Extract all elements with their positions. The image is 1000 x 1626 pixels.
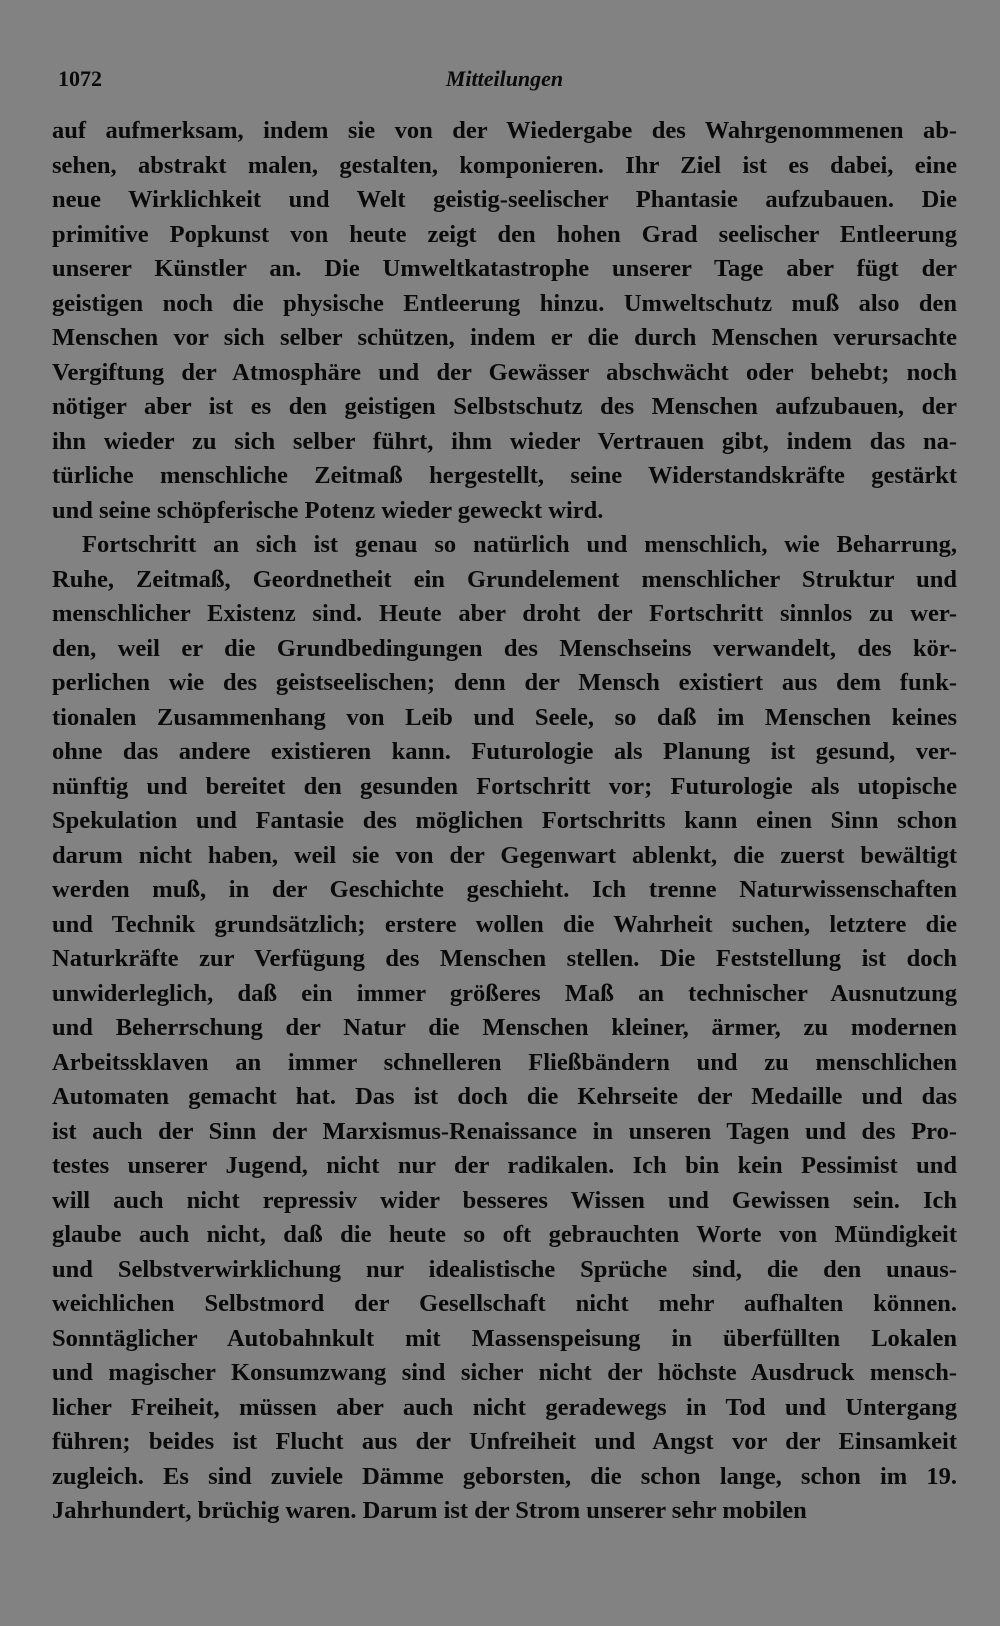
running-title: Mitteilungen — [445, 66, 564, 91]
running-head — [52, 60, 957, 100]
text-line: neue Wirklichkeit und Welt geistig-seelischer Phantasie aufzubauen. Die — [52, 186, 957, 213]
text-line: Menschen vor sich selber schützen, indem er die durch Menschen verursachte — [52, 324, 957, 351]
body-text — [52, 114, 957, 1529]
text-line: ohne das andere existieren kann. Futurologie als Planung ist gesund, ver- — [52, 738, 957, 765]
text-line: Fortschritt an sich ist genau so natürlich und menschlich, wie Beharrung, — [82, 531, 957, 558]
paragraph-1 — [52, 114, 957, 528]
text-line: tionalen Zusammenhang von Leib und Seele, so daß im Menschen keines — [52, 703, 957, 731]
text-line: auf aufmerksam, indem sie von der Wiedergabe des Wahrgenommenen ab- — [52, 117, 957, 144]
text-line: zugleich. Es sind zuviele Dämme geborsten, die schon lange, schon im 19. — [52, 1462, 957, 1490]
text-line: geistigen noch die physische Entleerung hinzu. Umweltschutz muß also den — [52, 289, 957, 317]
text-line: nötiger aber ist es den geistigen Selbstschutz des Menschen aufzubauen, der — [52, 393, 957, 420]
paragraph-2 — [52, 528, 957, 1529]
text-line: Vergiftung der Atmosphäre und der Gewässer abschwächt oder behebt; noch — [52, 358, 957, 386]
text-line: nünftig und bereitet den gesunden Fortschritt vor; Futurologie als utopische — [52, 772, 957, 800]
text-line: primitive Popkunst von heute zeigt den hohen Grad seelischer Entleerung — [52, 220, 957, 248]
text-line: perlichen wie des geistseelischen; denn der Mensch existiert aus dem funk- — [52, 669, 957, 696]
text-line: und Technik grundsätzlich; erstere wollen die Wahrheit suchen, letztere die — [52, 910, 957, 938]
text-line: testes unserer Jugend, nicht nur der radikalen. Ich bin kein Pessimist und — [52, 1152, 957, 1179]
text-line: licher Freiheit, müssen aber auch nicht geradewegs in Tod und Untergang — [52, 1393, 957, 1421]
text-line: menschlicher Existenz sind. Heute aber droht der Fortschritt sinnlos zu wer- — [52, 600, 957, 627]
text-line: darum nicht haben, weil sie von der Gegenwart ablenkt, die zuerst bewältigt — [52, 841, 957, 869]
text-line: ihn wieder zu sich selber führt, ihm wieder Vertrauen gibt, indem das na- — [52, 427, 957, 455]
text-line: will auch nicht repressiv wider besseres Wissen und Gewissen sein. Ich — [52, 1186, 957, 1214]
text-line: Arbeitssklaven an immer schnelleren Fließbändern und zu menschlichen — [52, 1048, 957, 1076]
text-line: und Beherrschung der Natur die Menschen kleiner, ärmer, zu modernen — [52, 1014, 957, 1041]
text-line: und Selbstverwirklichung nur idealistische Sprüche sind, die den unaus- — [52, 1255, 957, 1283]
text-line: unwiderleglich, daß ein immer größeres Maß an technischer Ausnutzung — [52, 979, 957, 1007]
document-page — [52, 60, 957, 1529]
text-line: weichlichen Selbstmord der Gesellschaft nicht mehr aufhalten können. — [52, 1290, 957, 1317]
text-line: türliche menschliche Zeitmaß hergestellt, seine Widerstandskräfte gestärkt — [52, 462, 957, 489]
page-number: 1072 — [58, 66, 102, 91]
text-line: den, weil er die Grundbedingungen des Menschseins verwandelt, des kör- — [52, 634, 957, 662]
text-line: ist auch der Sinn der Marxismus-Renaissance in unseren Tagen und des Pro- — [52, 1117, 957, 1145]
text-line: Naturkräfte zur Verfügung des Menschen stellen. Die Feststellung ist doch — [52, 945, 957, 972]
text-line: und seine schöpferische Potenz wieder geweckt wird. — [52, 496, 604, 524]
text-line: sehen, abstrakt malen, gestalten, komponieren. Ihr Ziel ist es dabei, eine — [52, 151, 957, 179]
text-line: Ruhe, Zeitmaß, Geordnetheit ein Grundelement menschlicher Struktur und — [52, 565, 957, 593]
text-line: Sonntäglicher Autobahnkult mit Massenspeisung in überfüllten Lokalen — [52, 1324, 957, 1352]
text-line: führen; beides ist Flucht aus der Unfreiheit und Angst vor der Einsamkeit — [52, 1428, 957, 1455]
text-line: werden muß, in der Geschichte geschieht. Ich trenne Naturwissenschaften — [52, 876, 957, 903]
text-line: Jahrhundert, brüchig waren. Darum ist der Strom unserer sehr mobilen — [52, 1497, 807, 1524]
text-line: glaube auch nicht, daß die heute so oft gebrauchten Worte von Mündigkeit — [52, 1221, 957, 1248]
text-line: Spekulation und Fantasie des möglichen Fortschritts kann einen Sinn schon — [52, 807, 957, 834]
text-line: unserer Künstler an. Die Umweltkatastrophe unserer Tage aber fügt der — [52, 255, 957, 282]
text-line: Automaten gemacht hat. Das ist doch die Kehrseite der Medaille und das — [52, 1083, 957, 1110]
text-line: und magischer Konsumzwang sind sicher nicht der höchste Ausdruck mensch- — [52, 1359, 957, 1386]
